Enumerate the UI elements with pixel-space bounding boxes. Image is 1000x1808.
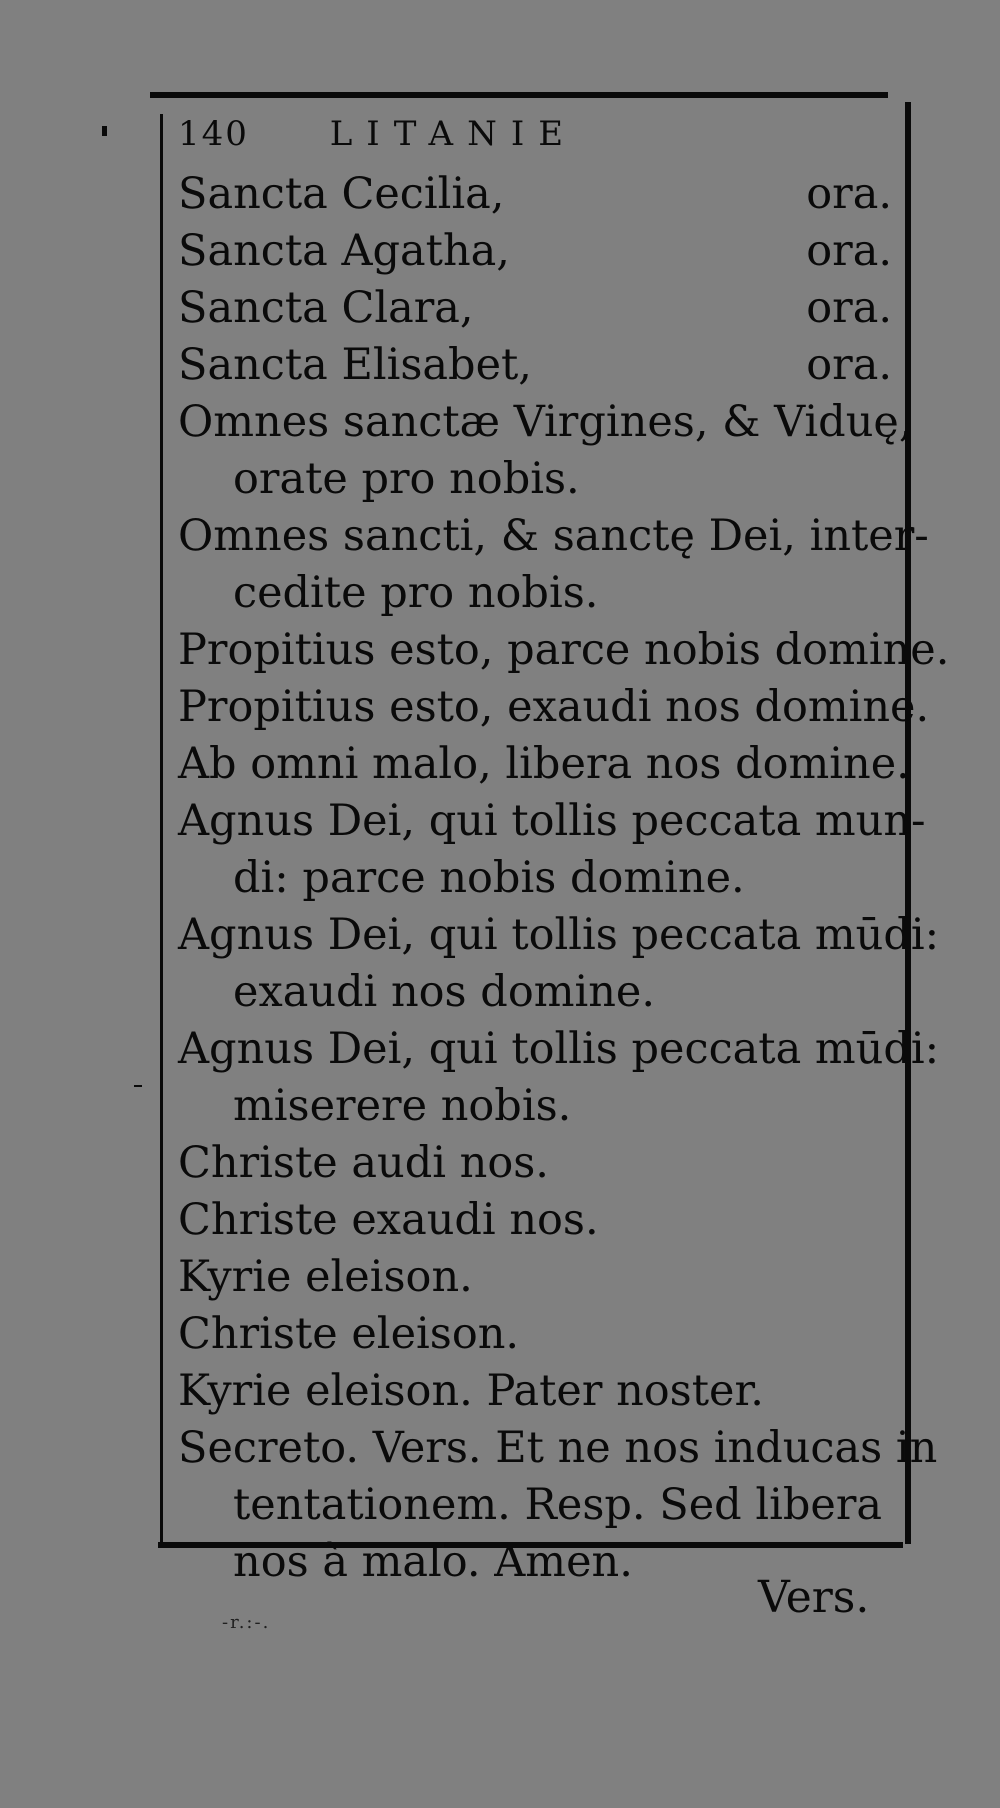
text-line [178, 394, 913, 451]
line-text: Propitius esto, exaudi nos domine. [178, 682, 930, 732]
running-title: LITANIE [329, 114, 578, 154]
margin-mark [102, 126, 107, 136]
line-text: nos à malo. Amen. [233, 1537, 633, 1587]
response-text: ora. [806, 283, 892, 333]
text-line [178, 565, 900, 622]
text-line [178, 1420, 938, 1477]
page-number: 140 [178, 114, 249, 154]
text-line [178, 508, 929, 565]
text-line [178, 280, 900, 337]
text-line [178, 1249, 900, 1306]
text-line [178, 451, 900, 508]
line-text: Christe exaudi nos. [178, 1195, 599, 1245]
line-text: Sancta Clara, [178, 283, 474, 333]
text-line [178, 679, 930, 736]
line-text: di: parce nobis domine. [233, 853, 745, 903]
text-line [178, 793, 926, 850]
line-text: exaudi nos domine. [233, 967, 656, 1017]
line-text: Christe eleison. [178, 1309, 520, 1359]
line-text: Secreto. Vers. Et ne nos inducas in [178, 1423, 938, 1473]
line-text: Agnus Dei, qui tollis peccata mūdi: [178, 1024, 940, 1074]
line-text: miserere nobis. [233, 1081, 572, 1131]
text-line [178, 223, 900, 280]
text-line [178, 1078, 900, 1135]
line-text: Sancta Agatha, [178, 226, 510, 276]
response-text: ora. [806, 340, 892, 390]
text-line [178, 736, 910, 793]
top-rule [150, 92, 888, 98]
line-text: Sancta Elisabet, [178, 340, 532, 390]
marginal-scrap: -r.:-. [222, 1612, 271, 1633]
line-text: Propitius esto, parce nobis domine. [178, 625, 950, 675]
text-line [178, 622, 950, 679]
catchword: Vers. [758, 1572, 870, 1623]
line-text: Agnus Dei, qui tollis peccata mūdi: [178, 910, 940, 960]
response-text: ora. [806, 169, 892, 219]
text-line [178, 166, 900, 223]
line-text: Sancta Cecilia, [178, 169, 505, 219]
line-text: Ab omni malo, libera nos domine. [178, 739, 910, 789]
text-line [178, 1477, 900, 1534]
line-text: Kyrie eleison. Pater noster. [178, 1366, 764, 1416]
text-line [178, 1021, 940, 1078]
response-text: ora. [806, 226, 892, 276]
line-text: orate pro nobis. [233, 454, 580, 504]
text-line [178, 1135, 900, 1192]
text-line [178, 1306, 900, 1363]
text-line [178, 850, 900, 907]
text-line [178, 964, 900, 1021]
line-text: Christe audi nos. [178, 1138, 549, 1188]
line-text: Kyrie eleison. [178, 1252, 473, 1302]
line-text: cedite pro nobis. [233, 568, 599, 618]
text-line [178, 1363, 900, 1420]
text-line [178, 907, 940, 964]
text-line [178, 1192, 900, 1249]
left-rule [160, 114, 163, 1544]
litany-text [178, 166, 950, 1591]
line-text: Omnes sancti, & sanctę Dei, inter- [178, 511, 929, 561]
margin-mark [134, 1085, 142, 1087]
page-frame [150, 92, 950, 1587]
line-text: Agnus Dei, qui tollis peccata mun- [178, 796, 926, 846]
line-text: Omnes sanctæ Virgines, & Viduę, [178, 397, 913, 447]
text-line [178, 337, 900, 394]
line-text: tentationem. Resp. Sed libera [233, 1480, 883, 1530]
running-header [178, 114, 577, 154]
